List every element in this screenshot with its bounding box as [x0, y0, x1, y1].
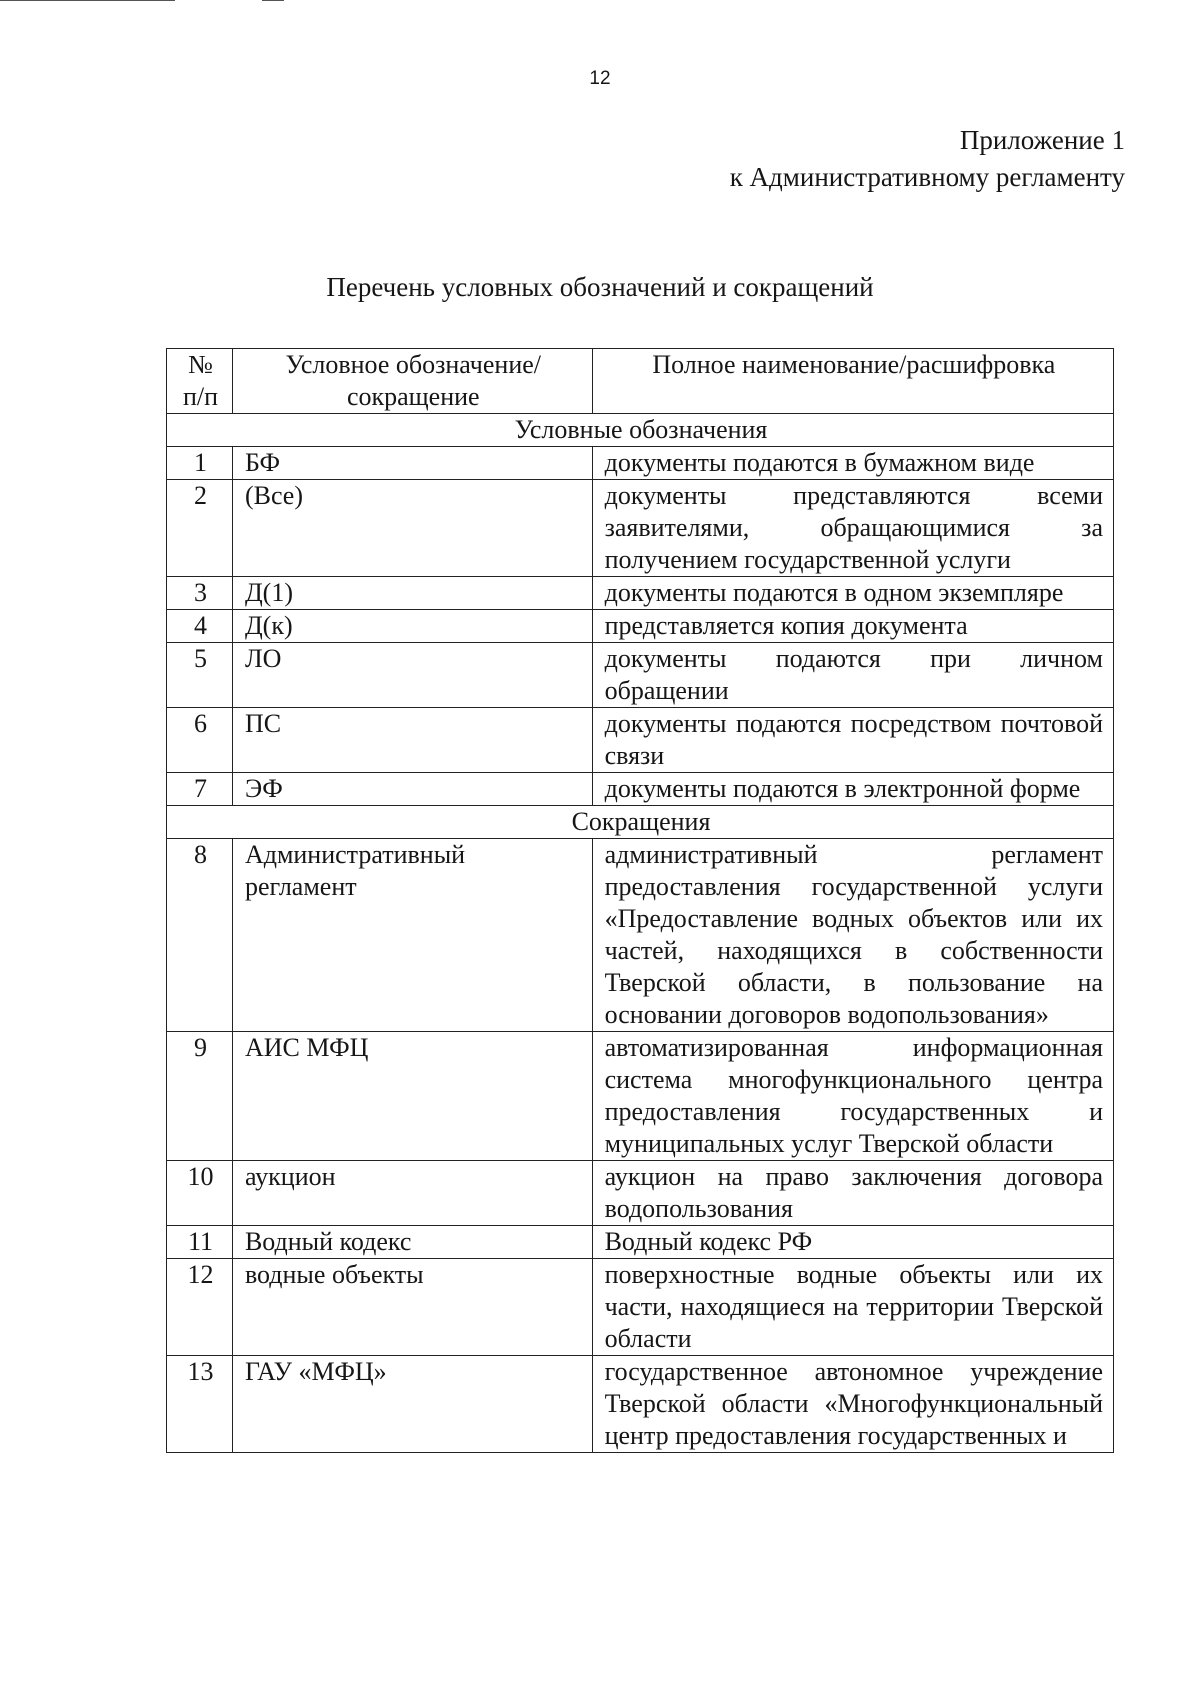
- appendix-heading: [730, 122, 1125, 196]
- table-row: [167, 1259, 1114, 1356]
- row-description: автоматизированная информационная система многофункционального центра предоставления государственных и муниципальных услуг Тверской области: [592, 1032, 1113, 1161]
- row-code: аукцион: [232, 1161, 592, 1226]
- table-header-row: [167, 349, 1114, 414]
- row-code: ГАУ «МФЦ»: [232, 1356, 592, 1453]
- table-row: [167, 643, 1114, 708]
- table-row: [167, 773, 1114, 806]
- row-code: ЭФ: [232, 773, 592, 806]
- row-code: ЛО: [232, 643, 592, 708]
- row-description: аукцион на право заключения договора водопользования: [592, 1161, 1113, 1226]
- row-number: 11: [167, 1226, 233, 1259]
- row-description: государственное автономное учреждение Тверской области «Многофункциональный центр предоставления государственных и: [592, 1356, 1113, 1453]
- table-row: [167, 1226, 1114, 1259]
- row-code: Д(к): [232, 610, 592, 643]
- header-number-line-1: №: [188, 350, 213, 379]
- row-number: 7: [167, 773, 233, 806]
- header-number-line-2: п/п: [182, 382, 218, 411]
- row-number: 8: [167, 839, 233, 1032]
- appendix-line-2: к Административному регламенту: [729, 162, 1125, 192]
- row-description: документы подаются в одном экземпляре: [592, 577, 1113, 610]
- row-description: административный регламент предоставления государственной услуги «Предоставление водных объектов или их частей, находящихся в собственности Тверской области, в пользование на основании договоров водопользования»: [592, 839, 1113, 1032]
- table-row: [167, 1032, 1114, 1161]
- table-row: [167, 708, 1114, 773]
- row-number: 4: [167, 610, 233, 643]
- section-row-conventions: [167, 414, 1114, 447]
- row-number: 3: [167, 577, 233, 610]
- row-number: 9: [167, 1032, 233, 1161]
- row-description: документы подаются посредством почтовой связи: [592, 708, 1113, 773]
- header-code: Условное обозначение/сокращение: [232, 349, 592, 414]
- header-number: [167, 349, 233, 414]
- row-description: Водный кодекс РФ: [592, 1226, 1113, 1259]
- row-code: ПС: [232, 708, 592, 773]
- row-code: Административный регламент: [232, 839, 592, 1032]
- section-title-conventions: Условные обозначения: [167, 414, 1114, 447]
- row-number: 5: [167, 643, 233, 708]
- scan-edge-line: [262, 0, 284, 1]
- row-code: Д(1): [232, 577, 592, 610]
- row-number: 10: [167, 1161, 233, 1226]
- table-row: [167, 839, 1114, 1032]
- row-code: АИС МФЦ: [232, 1032, 592, 1161]
- row-description: документы подаются при личном обращении: [592, 643, 1113, 708]
- row-description: документы подаются в электронной форме: [592, 773, 1113, 806]
- header-description: Полное наименование/расшифровка: [592, 349, 1113, 414]
- row-code: водные объекты: [232, 1259, 592, 1356]
- row-description: представляется копия документа: [592, 610, 1113, 643]
- table-row: [167, 610, 1114, 643]
- section-row-abbreviations: [167, 806, 1114, 839]
- page-number: 12: [589, 68, 611, 89]
- table-row: [167, 1356, 1114, 1453]
- table-row: [167, 577, 1114, 610]
- table-row: [167, 1161, 1114, 1226]
- row-description: поверхностные водные объекты или их части, находящиеся на территории Тверской области: [592, 1259, 1113, 1356]
- row-number: 6: [167, 708, 233, 773]
- abbreviations-table: [166, 348, 1114, 1453]
- table-row: [167, 447, 1114, 480]
- row-description: документы представляются всеми заявителями, обращающимися за получением государственной услуги: [592, 480, 1113, 577]
- row-number: 12: [167, 1259, 233, 1356]
- row-code: Водный кодекс: [232, 1226, 592, 1259]
- appendix-line-1: Приложение 1: [959, 125, 1125, 155]
- row-number: 1: [167, 447, 233, 480]
- row-code: БФ: [232, 447, 592, 480]
- row-code: (Все): [232, 480, 592, 577]
- section-title-abbreviations: Сокращения: [167, 806, 1114, 839]
- document-title: Перечень условных обозначений и сокращений: [326, 272, 874, 302]
- row-number: 13: [167, 1356, 233, 1453]
- row-description: документы подаются в бумажном виде: [592, 447, 1113, 480]
- row-number: 2: [167, 480, 233, 577]
- table-row: [167, 480, 1114, 577]
- scan-edge-line: [0, 0, 175, 1]
